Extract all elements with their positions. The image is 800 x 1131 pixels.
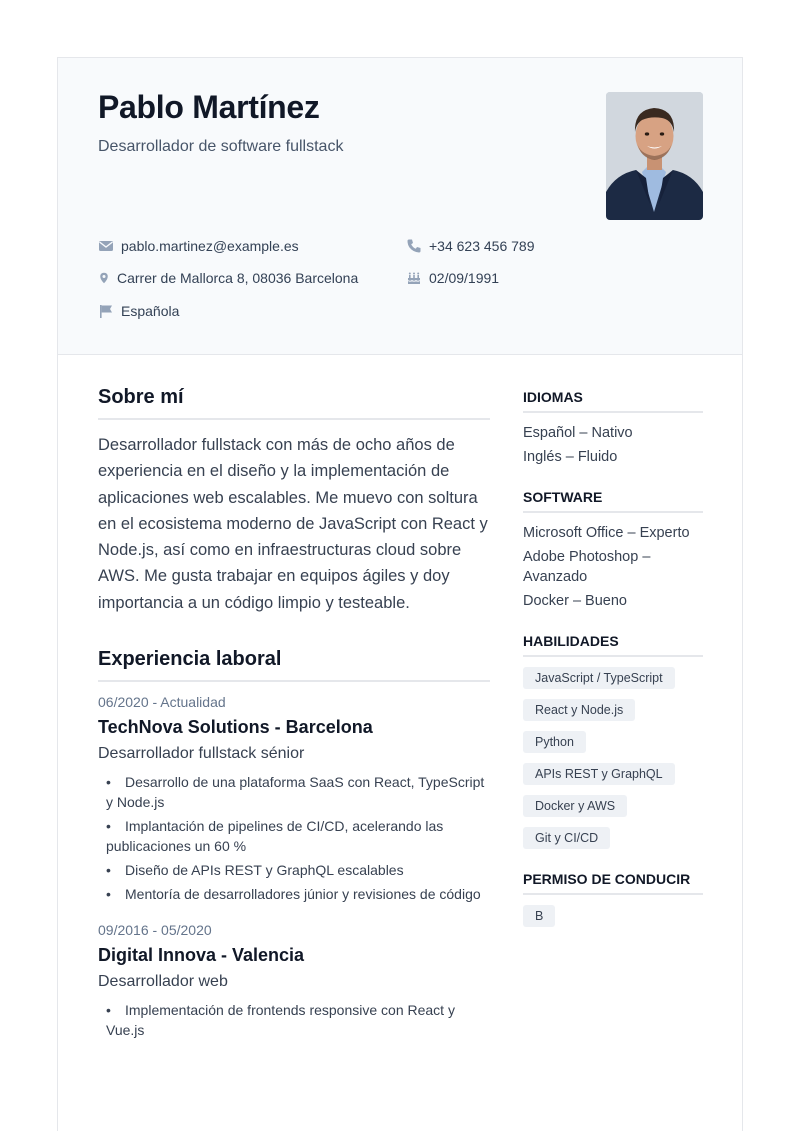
skill-tag: APIs REST y GraphQL bbox=[523, 763, 675, 785]
languages-list bbox=[523, 423, 703, 467]
map-pin-icon bbox=[98, 270, 110, 286]
job-bullet: • Implantación de pipelines de CI/CD, acelerando las publicaciones un 60 % bbox=[106, 816, 490, 856]
software-section bbox=[523, 489, 703, 611]
job-bullet: • Implementación de frontends responsive con React y Vue.js bbox=[106, 1000, 490, 1040]
job-title: Desarrollador de software fullstack bbox=[98, 138, 344, 155]
language-item: Español – Nativo bbox=[523, 425, 633, 441]
job-bullets bbox=[98, 1000, 490, 1040]
resume-header bbox=[58, 58, 742, 355]
job-dates: 09/2016 - 05/2020 bbox=[98, 922, 212, 939]
job-role: Desarrollador fullstack sénior bbox=[98, 745, 305, 763]
skill-tag: Python bbox=[523, 731, 586, 753]
about-title: Sobre mí bbox=[98, 386, 490, 420]
languages-section bbox=[523, 389, 703, 467]
contact-address bbox=[98, 270, 358, 286]
envelope-icon bbox=[98, 238, 114, 254]
job-bullet: • Mentoría de desarrolladores júnior y revisiones de código bbox=[106, 884, 490, 904]
about-text: Desarrollador fullstack con más de ocho años de experiencia en el diseño y la implementación de aplicaciones web escalables. Me muevo con soltura en el ecosistema moderno de JavaScript con React y Node.js, así como en infraestructuras cloud sobre AWS. Me gusta trabajar en equipos ágiles y doy importancia a un código limpio y testeable. bbox=[98, 436, 488, 612]
skill-tag: JavaScript / TypeScript bbox=[523, 667, 675, 689]
contact-address-text: Carrer de Mallorca 8, 08036 Barcelona bbox=[117, 270, 359, 286]
license-section bbox=[523, 871, 703, 927]
contact-phone[interactable] bbox=[406, 238, 535, 254]
contact-email-text: pablo.martinez@example.es bbox=[121, 238, 299, 254]
skill-tag: React y Node.js bbox=[523, 699, 635, 721]
language-item: Inglés – Fluido bbox=[523, 449, 618, 465]
skills-title: HABILIDADES bbox=[523, 633, 703, 657]
contact-email[interactable] bbox=[98, 238, 299, 254]
skill-tag: Docker y AWS bbox=[523, 795, 627, 817]
software-item: Docker – Bueno bbox=[523, 593, 627, 609]
skills-tags bbox=[523, 667, 703, 849]
profile-photo bbox=[606, 92, 703, 220]
contact-phone-text: +34 623 456 789 bbox=[429, 238, 535, 254]
job-company: TechNova Solutions - Barcelona bbox=[98, 717, 373, 738]
flag-icon bbox=[98, 303, 114, 319]
license-tag: B bbox=[523, 905, 555, 927]
software-item: Microsoft Office – Experto bbox=[523, 525, 690, 541]
skills-section bbox=[523, 633, 703, 849]
job-company: Digital Innova - Valencia bbox=[98, 945, 305, 966]
job-entry bbox=[98, 922, 490, 1040]
job-dates: 06/2020 - Actualidad bbox=[98, 694, 226, 711]
license-title: PERMISO DE CONDUCIR bbox=[523, 871, 703, 895]
phone-icon bbox=[406, 238, 422, 254]
profile-photo-image bbox=[606, 92, 703, 220]
job-bullet: • Diseño de APIs REST y GraphQL escalables bbox=[106, 860, 490, 880]
skill-tag: Git y CI/CD bbox=[523, 827, 610, 849]
contact-nationality-text: Española bbox=[121, 303, 180, 319]
languages-title: IDIOMAS bbox=[523, 389, 703, 413]
license-tags bbox=[523, 905, 703, 927]
contact-birthdate-text: 02/09/1991 bbox=[429, 270, 500, 286]
cake-icon bbox=[406, 270, 422, 286]
job-entry bbox=[98, 694, 490, 904]
resume-page bbox=[57, 57, 743, 1131]
contact-birthdate bbox=[406, 270, 499, 286]
experience-title: Experiencia laboral bbox=[98, 648, 490, 682]
sidebar-column bbox=[523, 389, 703, 937]
software-title: SOFTWARE bbox=[523, 489, 703, 513]
job-role: Desarrollador web bbox=[98, 973, 228, 991]
software-item: Adobe Photoshop – Avanzado bbox=[523, 549, 651, 585]
software-list bbox=[523, 523, 703, 611]
main-column bbox=[98, 386, 490, 1044]
candidate-name: Pablo Martínez bbox=[98, 89, 320, 125]
contact-nationality bbox=[98, 303, 179, 319]
job-bullet: • Desarrollo de una plataforma SaaS con React, TypeScript y Node.js bbox=[106, 772, 490, 812]
job-bullets bbox=[98, 772, 490, 904]
